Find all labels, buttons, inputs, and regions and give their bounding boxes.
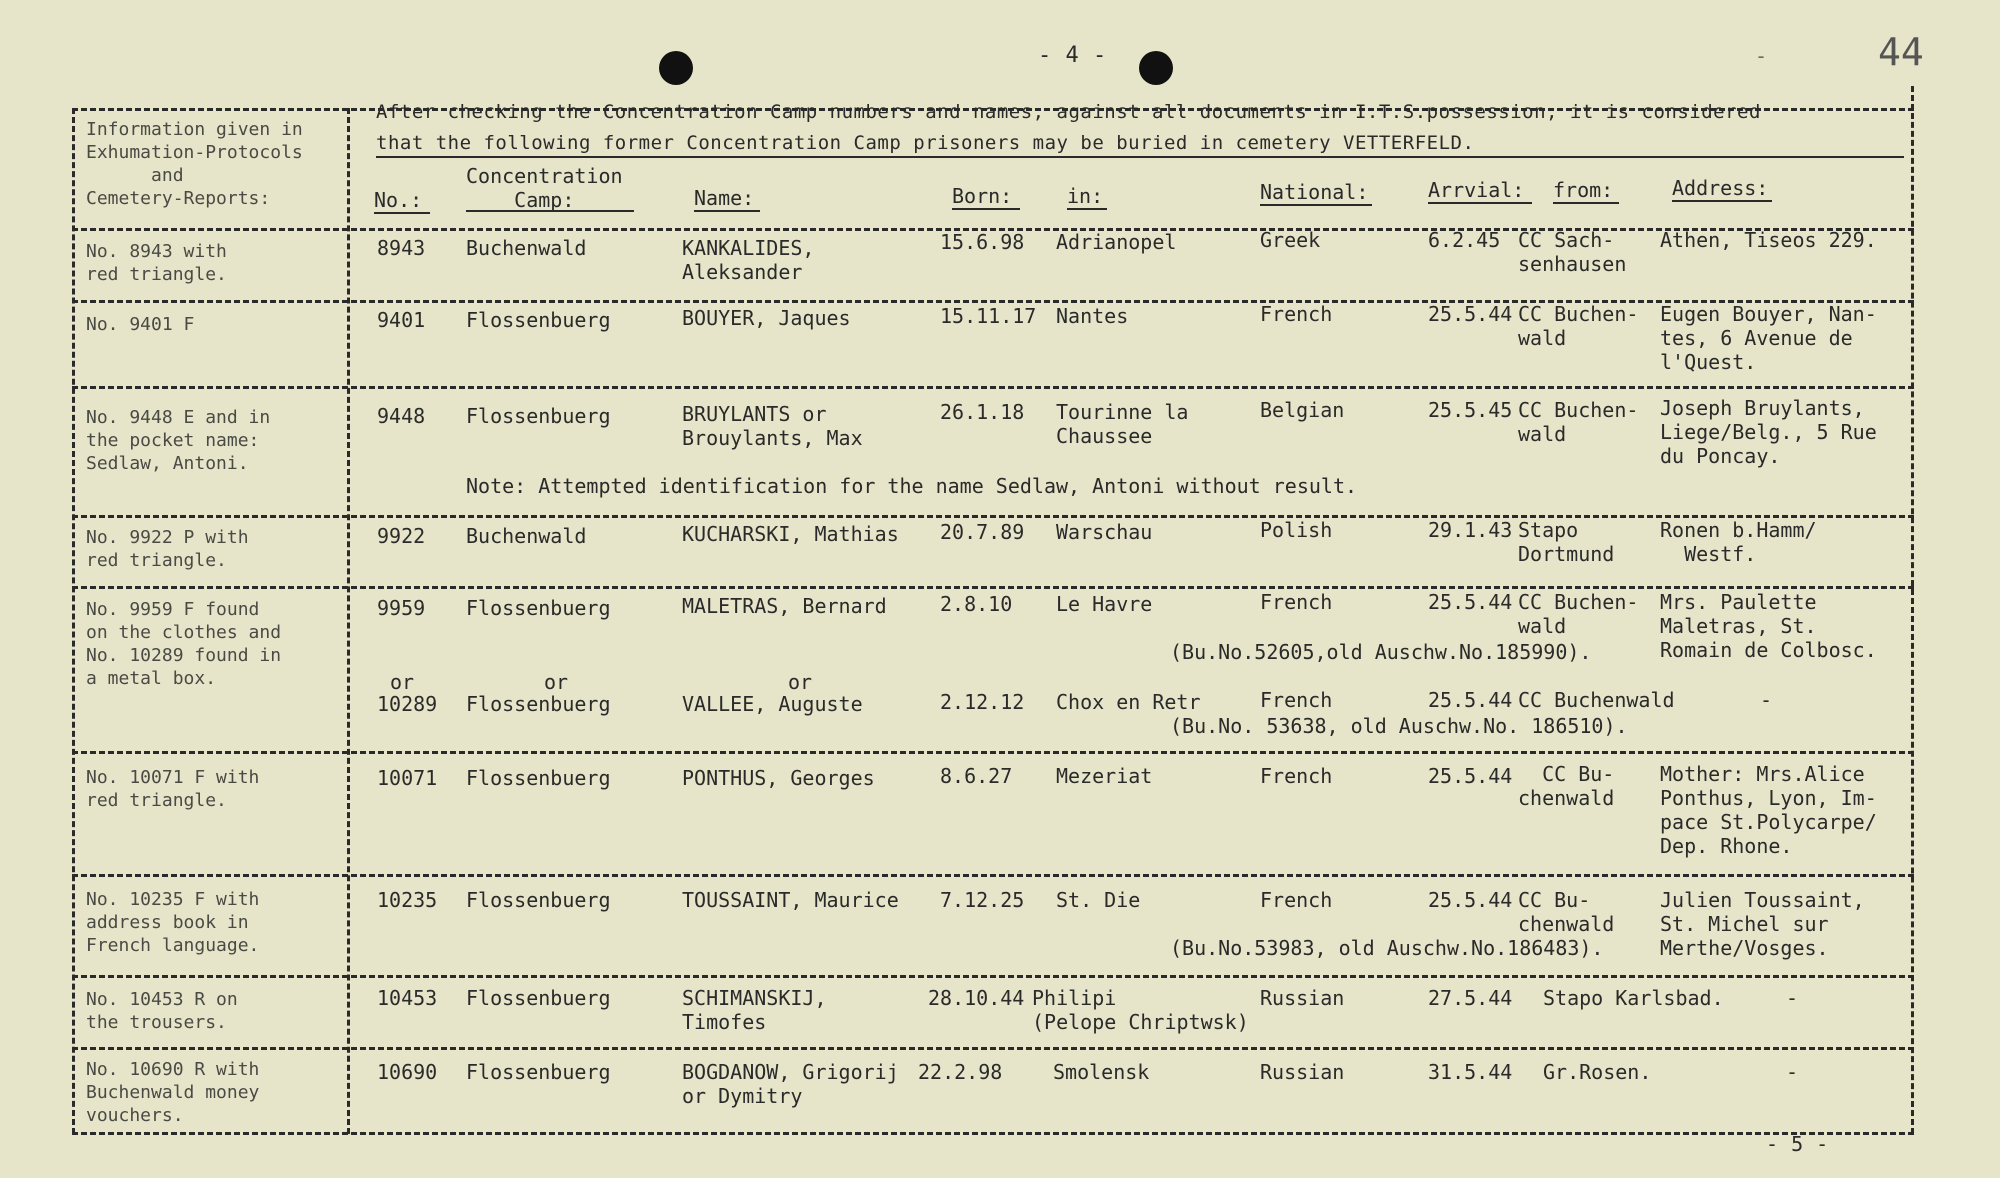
row-from: CC Bu- chenwald [1518, 888, 1615, 936]
row-no: 10071 [377, 766, 438, 790]
row-address: Athen, Tiseos 229. [1660, 228, 1877, 252]
row-no: 10453 [377, 986, 438, 1010]
header-info-column: Information given in Exhumation-Protocols and Cemetery-Reports: [86, 119, 303, 209]
row-camp: Flossenbuerg [466, 1060, 611, 1084]
row-national: French [1260, 888, 1333, 912]
alt-row-no: 10289 [377, 692, 438, 716]
info-column-divider [347, 108, 350, 1134]
row-birthplace: Philipi (Pelope Chriptwsk) [1032, 986, 1249, 1034]
header-camp: Concentration Camp: [466, 164, 623, 212]
row-born: 20.7.89 [940, 520, 1025, 544]
row-birthplace: Adrianopel [1056, 230, 1177, 254]
row-born: 28.10.44 [928, 986, 1025, 1010]
row-camp: Buchenwald [466, 524, 587, 548]
alt-row-from: CC Buchenwald [1518, 688, 1675, 712]
row-name: KANKALIDES, Aleksander [682, 236, 815, 284]
punch-hole-right [1139, 51, 1173, 85]
row-camp: Flossenbuerg [466, 766, 611, 790]
row-address: Mrs. Paulette Maletras, St. Romain de Colbosc. [1660, 590, 1877, 662]
row-camp: Flossenbuerg [466, 404, 611, 428]
row-note: (Bu.No.52605,old Auschw.No.185990). [1170, 640, 1592, 664]
row-info: No. 10235 F with address book in French language. [86, 889, 260, 956]
row-birthplace: Nantes [1056, 304, 1129, 328]
row-separator [72, 586, 1914, 589]
page-number: - 4 - [1038, 43, 1107, 68]
header-national: National: [1260, 180, 1369, 204]
header-arrival-underline [1428, 202, 1532, 204]
row-birthplace: St. Die [1056, 888, 1141, 912]
header-address: Address: [1672, 176, 1769, 200]
or-label-camp: or [544, 670, 569, 694]
header-statement-line-1: After checking the Concentration Camp numbers and names, against all documents in I.T.S.possession, it is considered [376, 101, 1761, 123]
alt-row-arrival: 25.5.44 [1428, 688, 1513, 712]
row-arrival: 6.2.45 [1428, 228, 1501, 252]
row-no: 9959 [377, 596, 426, 620]
row-from: Stapo Karlsbad. [1543, 986, 1724, 1010]
row-separator [72, 874, 1914, 877]
row-birthplace: Mezeriat [1056, 764, 1153, 788]
row-separator [72, 975, 1914, 978]
row-info: No. 10071 F with red triangle. [86, 767, 260, 811]
alt-row-born: 2.12.12 [940, 690, 1025, 714]
row-address: - [1786, 1060, 1799, 1084]
row-born: 26.1.18 [940, 400, 1025, 424]
row-birthplace: Le Havre [1056, 592, 1153, 616]
row-arrival: 31.5.44 [1428, 1060, 1513, 1084]
header-name: Name: [694, 186, 755, 210]
header-born: Born: [952, 184, 1013, 208]
row-address: Julien Toussaint, St. Michel sur Merthe/Vosges. [1660, 888, 1865, 960]
row-arrival: 25.5.45 [1428, 398, 1513, 422]
header-in-underline [1067, 208, 1107, 210]
row-info: No. 8943 with red triangle. [86, 241, 227, 285]
row-no: 8943 [377, 236, 426, 260]
alt-row-note: (Bu.No. 53638, old Auschw.No. 186510). [1170, 714, 1628, 738]
alt-row-address: - [1760, 688, 1773, 712]
row-camp: Flossenbuerg [466, 888, 611, 912]
row-national: Belgian [1260, 398, 1345, 422]
row-national: French [1260, 764, 1333, 788]
row-from: CC Buchen- wald [1518, 590, 1639, 638]
row-arrival: 25.5.44 [1428, 888, 1513, 912]
alt-row-name: VALLEE, Auguste [682, 692, 863, 716]
statement-underline [376, 156, 1904, 158]
row-born: 15.11.17 [940, 304, 1037, 328]
row-separator [72, 386, 1914, 389]
row-info: No. 10690 R with Buchenwald money vouchers. [86, 1059, 260, 1126]
row-born: 15.6.98 [940, 230, 1025, 254]
row-camp: Flossenbuerg [466, 986, 611, 1010]
row-national: Russian [1260, 1060, 1345, 1084]
next-page-number: - 5 - [1766, 1132, 1829, 1156]
row-address: Mother: Mrs.Alice Ponthus, Lyon, Im- pace St.Polycarpe/ Dep. Rhone. [1660, 762, 1877, 858]
alt-row-birthplace: Chox en Retr [1056, 690, 1201, 714]
row-camp: Buchenwald [466, 236, 587, 260]
header-from: from: [1553, 178, 1614, 202]
header-no: No.: [374, 188, 423, 212]
row-info: No. 10453 R on the trousers. [86, 989, 238, 1033]
alt-row-camp: Flossenbuerg [466, 692, 611, 716]
header-from-underline [1553, 202, 1619, 204]
row-born: 8.6.27 [940, 764, 1013, 788]
row-arrival: 25.5.44 [1428, 302, 1513, 326]
row-address: Ronen b.Hamm/ Westf. [1660, 518, 1817, 566]
row-no: 10690 [377, 1060, 438, 1084]
alt-row-national: French [1260, 688, 1333, 712]
row-national: Polish [1260, 518, 1333, 542]
row-national: French [1260, 302, 1333, 326]
table-left-border [72, 108, 75, 1134]
header-in: in: [1067, 184, 1104, 208]
row-address: Joseph Bruylants, Liege/Belg., 5 Rue du Poncay. [1660, 396, 1877, 468]
header-camp-underline [466, 210, 634, 212]
row-address: Eugen Bouyer, Nan- tes, 6 Avenue de l'Quest. [1660, 302, 1877, 374]
row-no: 9448 [377, 404, 426, 428]
row-no: 10235 [377, 888, 438, 912]
row-name: TOUSSAINT, Maurice [682, 888, 899, 912]
row-note: Note: Attempted identification for the name Sedlaw, Antoni without result. [466, 474, 1358, 498]
row-from: CC Bu- chenwald [1518, 762, 1615, 810]
row-address: - [1786, 986, 1799, 1010]
row-no: 9922 [377, 524, 426, 548]
row-name: BRUYLANTS or Brouylants, Max [682, 402, 863, 450]
row-name: KUCHARSKI, Mathias [682, 522, 899, 546]
row-separator [72, 751, 1914, 754]
row-birthplace: Smolensk [1053, 1060, 1150, 1084]
header-address-underline [1672, 200, 1772, 202]
row-from: CC Buchen- wald [1518, 398, 1639, 446]
row-note: (Bu.No.53983, old Auschw.No.186483). [1170, 936, 1604, 960]
row-name: PONTHUS, Georges [682, 766, 875, 790]
row-from: Gr.Rosen. [1543, 1060, 1652, 1084]
row-from: CC Buchen- wald [1518, 302, 1639, 350]
header-no-underline [374, 212, 430, 214]
row-born: 22.2.98 [918, 1060, 1003, 1084]
or-label-no: or [390, 670, 415, 694]
row-born: 7.12.25 [940, 888, 1025, 912]
row-separator [72, 1047, 1914, 1050]
row-info: No. 9922 P with red triangle. [86, 527, 249, 571]
row-name: MALETRAS, Bernard [682, 594, 887, 618]
header-born-underline [952, 208, 1020, 210]
header-national-underline [1260, 204, 1372, 206]
row-info: No. 9401 F [86, 314, 195, 335]
row-arrival: 29.1.43 [1428, 518, 1513, 542]
row-birthplace: Tourinne la Chaussee [1056, 400, 1189, 448]
row-national: French [1260, 590, 1333, 614]
row-name: SCHIMANSKIJ, Timofes [682, 986, 827, 1034]
row-from: CC Sach- senhausen [1518, 228, 1627, 276]
punch-hole-left [659, 51, 693, 85]
row-no: 9401 [377, 308, 426, 332]
or-label-name: or [788, 670, 813, 694]
row-arrival: 25.5.44 [1428, 590, 1513, 614]
row-name: BOGDANOW, Grigorij or Dymitry [682, 1060, 899, 1108]
row-name: BOUYER, Jaques [682, 306, 851, 330]
row-arrival: 27.5.44 [1428, 986, 1513, 1010]
corner-mark: - [1755, 44, 1768, 68]
row-born: 2.8.10 [940, 592, 1013, 616]
header-arrival: Arrvial: [1428, 178, 1525, 202]
row-national: Greek [1260, 228, 1321, 252]
row-arrival: 25.5.44 [1428, 764, 1513, 788]
row-camp: Flossenbuerg [466, 596, 611, 620]
header-name-underline [694, 210, 760, 212]
header-statement-line-2: that the following former Concentration Camp prisoners may be buried in cemetery VETTERFELD. [376, 132, 1475, 154]
row-separator [72, 515, 1914, 518]
row-national: Russian [1260, 986, 1345, 1010]
row-camp: Flossenbuerg [466, 308, 611, 332]
row-from: Stapo Dortmund [1518, 518, 1615, 566]
row-info: No. 9959 F found on the clothes and No. 10289 found in a metal box. [86, 599, 282, 689]
row-info: No. 9448 E and in the pocket name: Sedlaw, Antoni. [86, 407, 271, 474]
folio-number: 44 [1878, 30, 1924, 74]
row-birthplace: Warschau [1056, 520, 1153, 544]
